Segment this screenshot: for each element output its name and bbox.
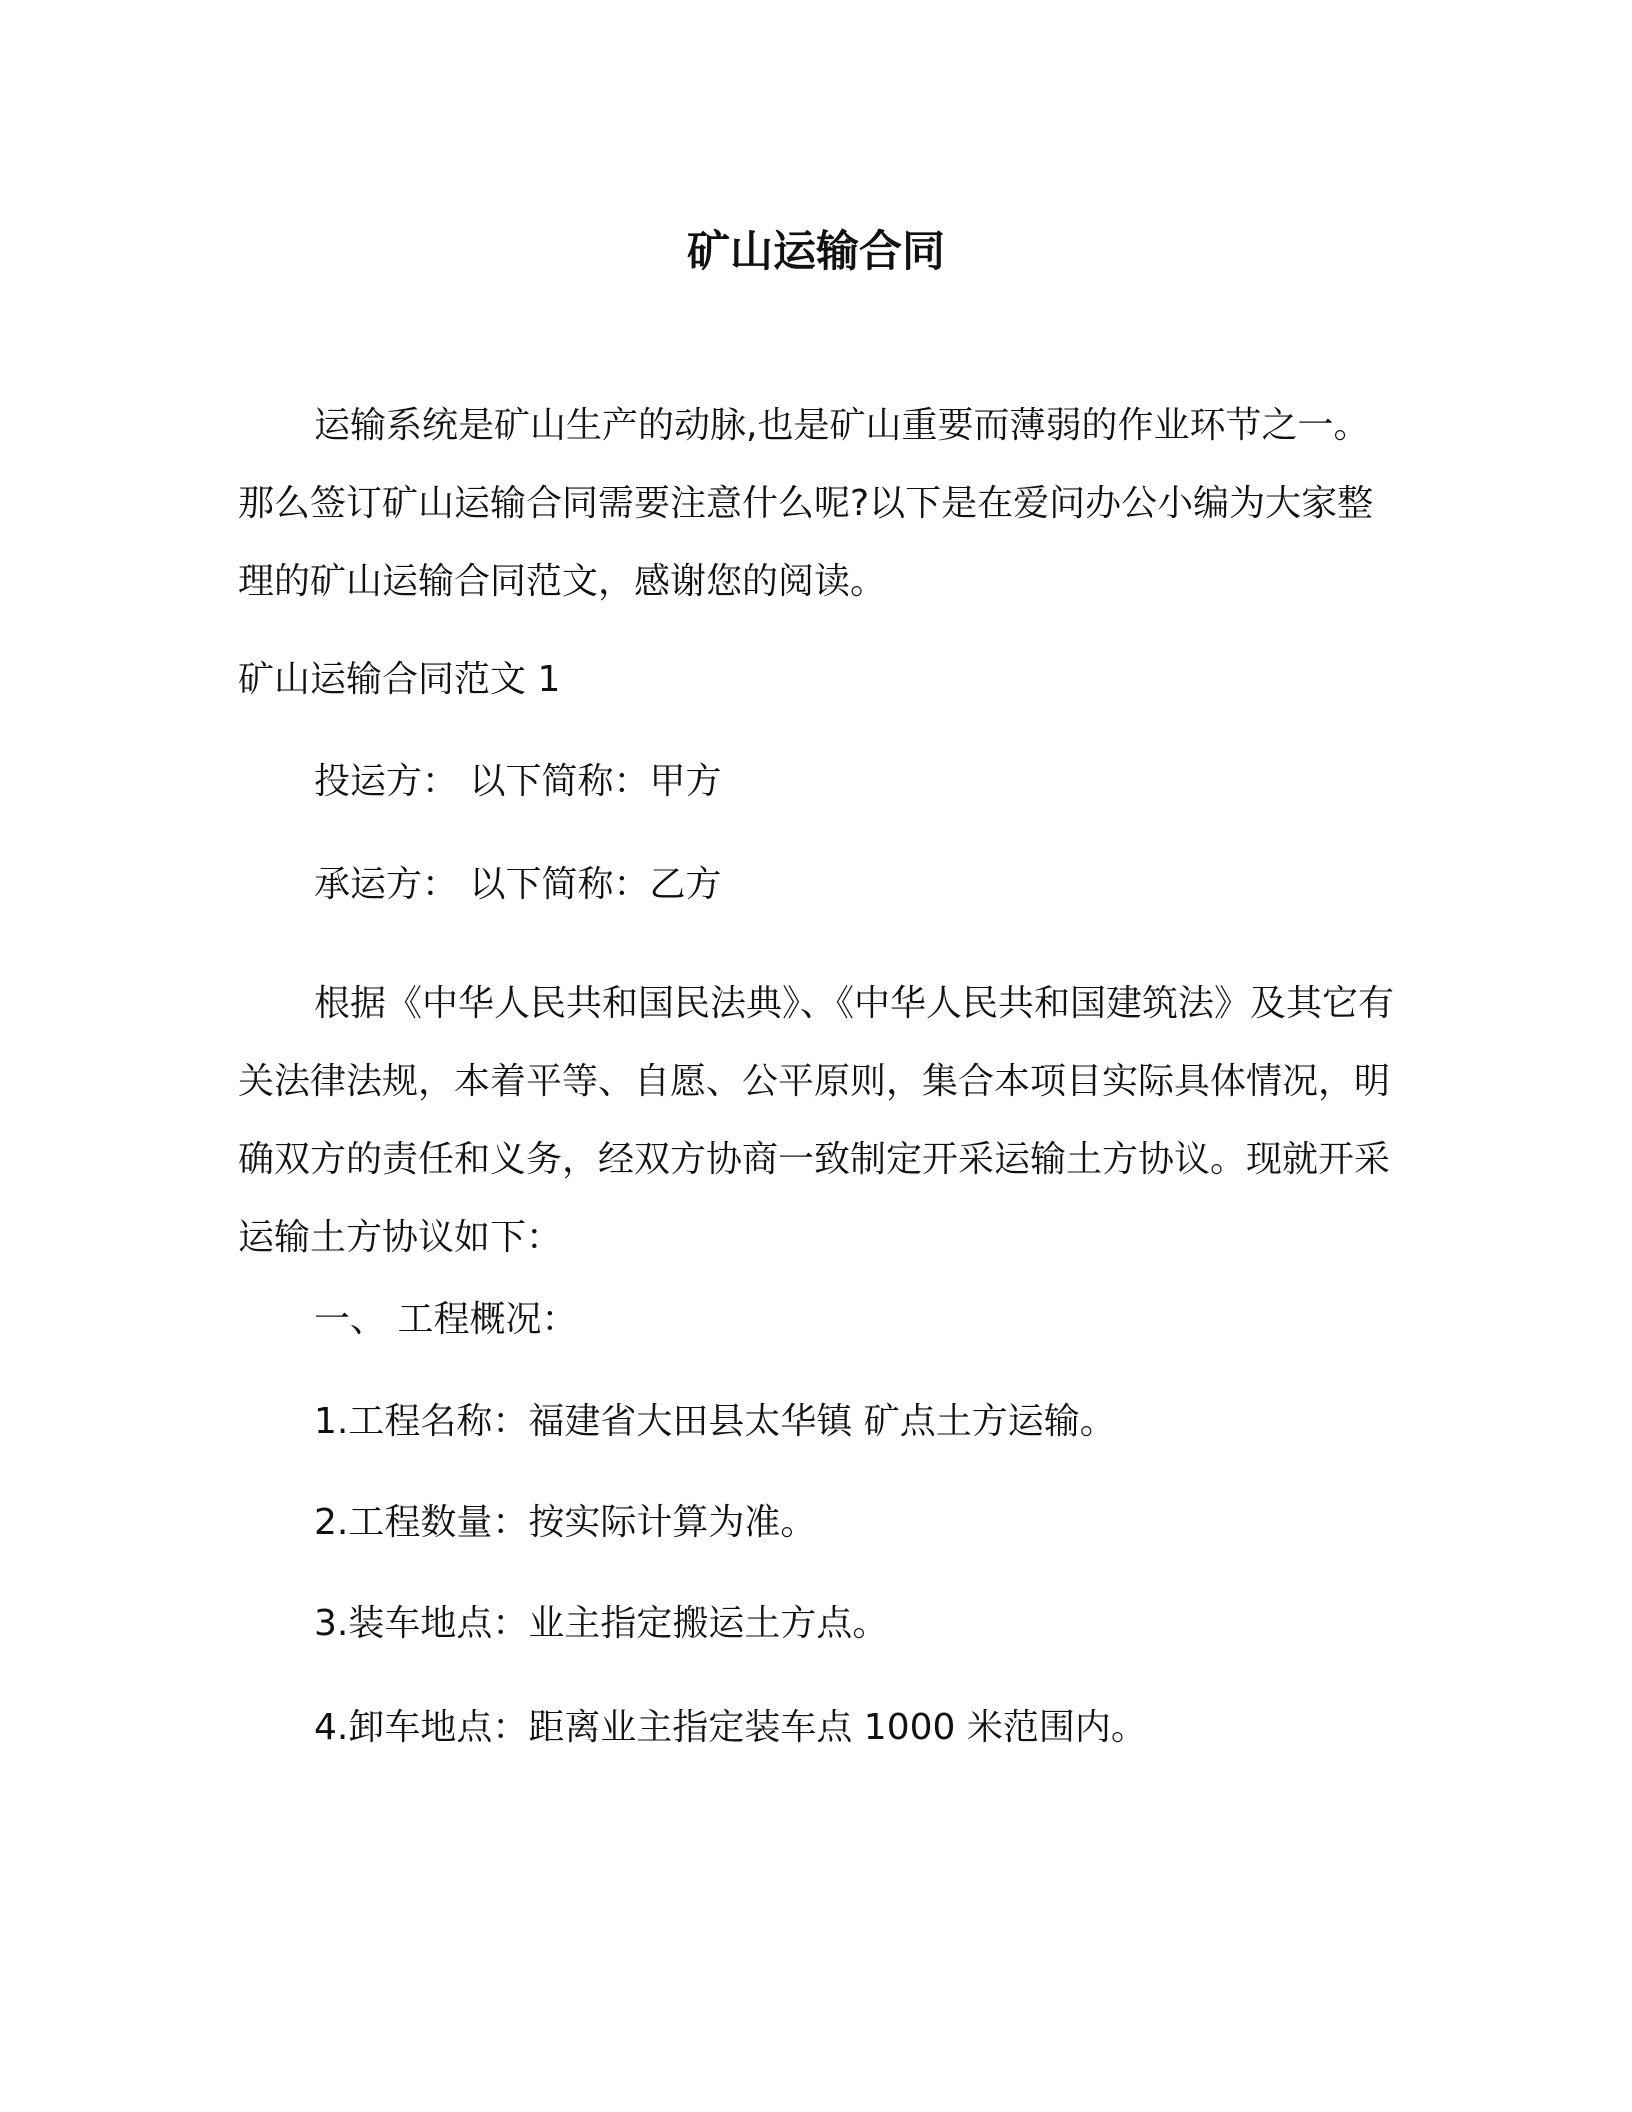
- clause-heading: 一、 工程概况：: [314, 1299, 578, 1340]
- clause-item-2: 2.工程数量：按实际计算为准。: [314, 1502, 817, 1543]
- party-b-line: 承运方： 以下简称：乙方: [314, 864, 722, 905]
- clause-item-3: 3.装车地点：业主指定搬运土方点。: [314, 1603, 889, 1644]
- intro-paragraph: 运输系统是矿山生产的动脉,也是矿山重要而薄弱的作业环节之一。那么签订矿山运输合同需要注意什么呢?以下是在爱问办公小编为大家整理的矿山运输合同范文，感谢您的阅读。: [238, 405, 1374, 602]
- clause-item-1: 1.工程名称：福建省大田县太华镇 矿点土方运输。: [314, 1401, 1116, 1442]
- law-paragraph: 根据《中华人民共和国民法典》、《中华人民共和国建筑法》及其它有关法律法规，本着平等、自愿、公平原则，集合本项目实际具体情况，明确双方的责任和义务，经双方协商一致制定开采运输土方协议。现就开采运输土方协议如下：: [238, 983, 1395, 1258]
- clause-item-4: 4.卸车地点：距离业主指定装车点 1000 米范围内。: [314, 1707, 1147, 1748]
- document-title: 矿山运输合同: [687, 227, 945, 277]
- section-heading: 矿山运输合同范文 1: [238, 659, 561, 700]
- party-a-line: 投运方： 以下简称：甲方: [314, 761, 722, 802]
